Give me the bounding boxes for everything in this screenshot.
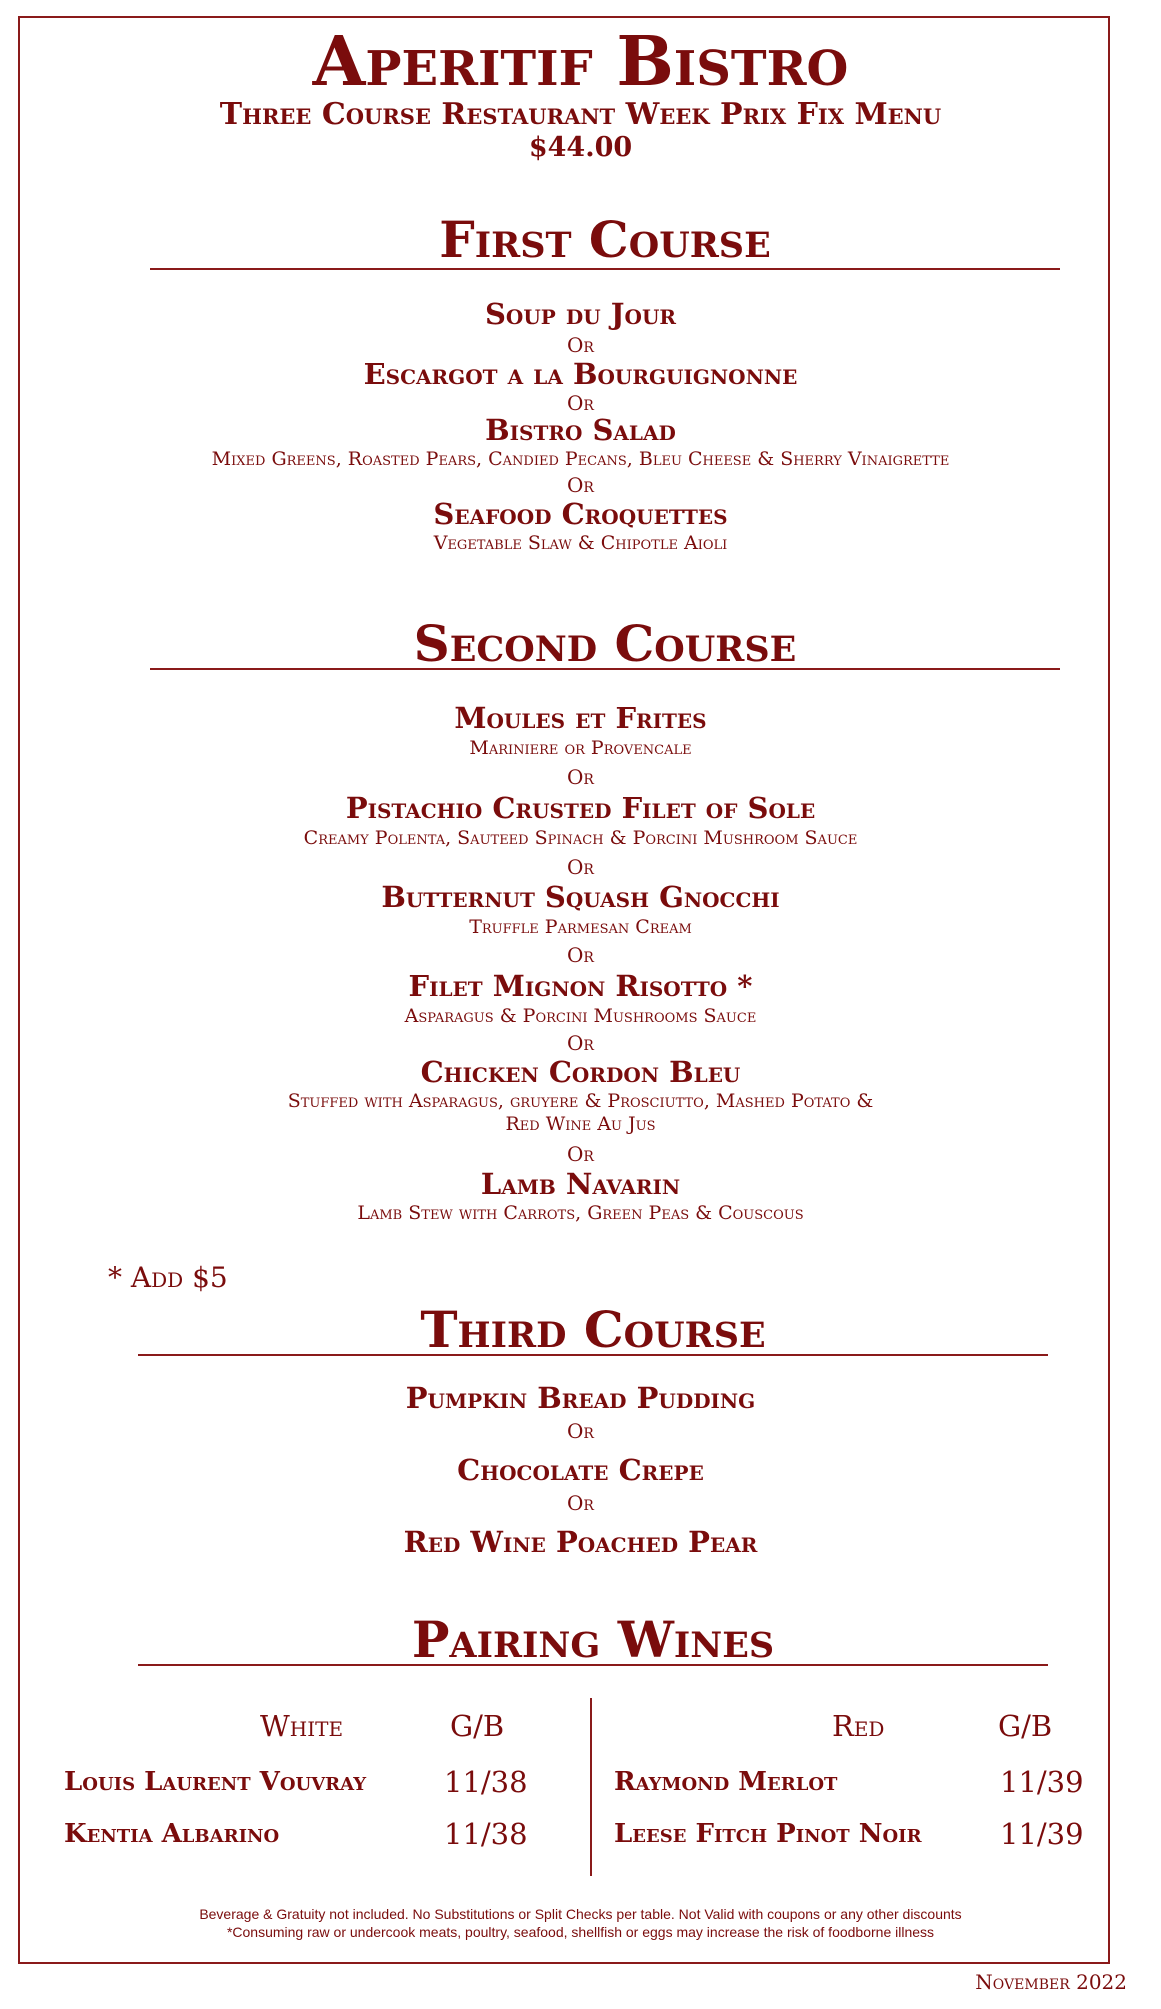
menu-item-description: Red Wine Au Jus [505, 1113, 656, 1135]
or-separator: Or [567, 391, 594, 415]
disclaimer-line: Beverage & Gratuity not included. No Substitutions or Split Checks per table. Not Valid with coupons or any other discounts [199, 1906, 962, 1922]
white-column-label: White [260, 1709, 344, 1743]
menu-subtitle: Three Course Restaurant Week Prix Fix Menu [219, 97, 942, 132]
restaurant-name: Aperitif Bistro [312, 22, 849, 102]
menu-price: $44.00 [528, 132, 633, 163]
wine-name: Louis Laurent Vouvray [64, 1767, 367, 1797]
menu-item-description: Vegetable Slaw & Chipotle Aioli [433, 532, 728, 554]
or-separator: Or [567, 765, 594, 789]
wine-name: Raymond Merlot [614, 1767, 838, 1797]
or-separator: Or [567, 1419, 594, 1443]
third-course-heading: Third Course [420, 1300, 766, 1359]
surcharge-note: * Add $5 [108, 1261, 228, 1294]
menu-item-description: Truffle Parmesan Cream [469, 916, 692, 938]
wine-price: 11/39 [1000, 1817, 1084, 1851]
white-gb-label: G/B [450, 1709, 505, 1743]
menu-item: Escargot a la Bourguignonne [363, 357, 798, 391]
menu-date: November 2022 [975, 1970, 1127, 1994]
or-separator: Or [567, 1142, 594, 1166]
menu-item-description: Mariniere or Provencale [469, 737, 692, 759]
or-separator: Or [567, 1491, 594, 1515]
or-separator: Or [567, 855, 594, 879]
first-course-heading: First Course [439, 210, 771, 269]
wine-name: Kentia Albarino [64, 1819, 280, 1849]
menu-item-description: Creamy Polenta, Sauteed Spinach & Porcini Mushroom Sauce [303, 827, 858, 849]
menu-item: Soup du Jour [484, 297, 677, 331]
menu-item-description: Lamb Stew with Carrots, Green Peas & Couscous [357, 1202, 804, 1224]
health-warning-line: *Consuming raw or undercook meats, poultry, seafood, shellfish or eggs may increase the risk of foodborne illness [226, 1924, 935, 1940]
wine-price: 11/38 [444, 1817, 528, 1851]
menu-item: Chicken Cordon Bleu [420, 1055, 741, 1089]
second-course-rule [150, 668, 1060, 670]
menu-item: Bistro Salad [485, 413, 676, 447]
wines-heading: Pairing Wines [411, 1610, 775, 1669]
menu-item: Pumpkin Bread Pudding [405, 1381, 756, 1415]
menu-item: Seafood Croquettes [433, 497, 728, 531]
wines-divider [590, 1698, 592, 1876]
or-separator: Or [567, 473, 594, 497]
second-course-heading: Second Course [413, 614, 797, 673]
wine-price: 11/39 [1000, 1765, 1084, 1799]
menu-item: Pistachio Crusted Filet of Sole [345, 791, 816, 825]
menu-item: Moules et Frites [454, 701, 707, 735]
menu-item: Chocolate Crepe [457, 1453, 704, 1487]
menu-item-description: Stuffed with Asparagus, gruyere & Prosciutto, Mashed Potato & [287, 1090, 874, 1112]
red-gb-label: G/B [998, 1709, 1053, 1743]
red-column-label: Red [832, 1709, 885, 1743]
menu-item: Filet Mignon Risotto * [408, 969, 753, 1003]
third-course-rule [138, 1354, 1048, 1356]
or-separator: Or [567, 333, 594, 357]
or-separator: Or [567, 943, 594, 967]
first-course-rule [150, 268, 1060, 270]
menu-item-description: Asparagus & Porcini Mushrooms Sauce [404, 1005, 757, 1027]
menu-item: Red Wine Poached Pear [403, 1525, 758, 1559]
wine-price: 11/38 [444, 1765, 528, 1799]
wines-rule [138, 1664, 1048, 1666]
wine-name: Leese Fitch Pinot Noir [614, 1819, 922, 1849]
menu-item: Lamb Navarin [480, 1167, 681, 1201]
menu-item-description: Mixed Greens, Roasted Pears, Candied Pecans, Bleu Cheese & Sherry Vinaigrette [211, 448, 950, 470]
or-separator: Or [567, 1031, 594, 1055]
menu-item: Butternut Squash Gnocchi [381, 880, 780, 914]
